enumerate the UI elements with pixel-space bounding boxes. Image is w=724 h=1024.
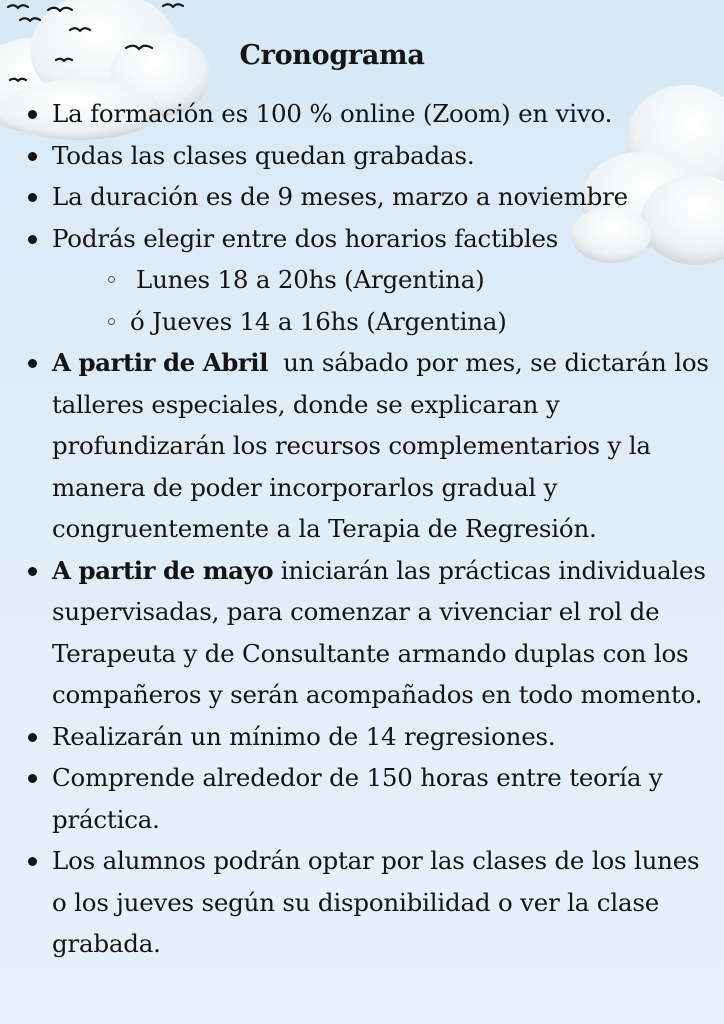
list-item-highlight: A partir de mayo (52, 555, 274, 585)
list-item (24, 757, 714, 840)
list-item (24, 93, 714, 135)
list-item (24, 176, 714, 218)
schedule-options (52, 259, 714, 342)
list-item-text: La duración es de 9 meses, marzo a noviembre (52, 182, 628, 211)
list-item (24, 218, 714, 343)
schedule-list (24, 93, 717, 965)
list-item-text: Los alumnos podrán optar por las clases de los lunes o los jueves según su disponibilidad o ver la clase grabada. (52, 846, 700, 958)
list-item (24, 135, 714, 177)
list-item-text: Realizarán un mínimo de 14 regresiones. (52, 721, 556, 751)
sub-list-item-text: ó Jueves 14 a 16hs (Argentina) (130, 306, 507, 336)
sub-list-item-text: Lunes 18 a 20hs (Argentina) (136, 265, 485, 294)
list-item-highlight: A partir de Abril (52, 348, 268, 377)
list-item (24, 840, 714, 965)
list-item (24, 342, 717, 550)
list-item-text: iniciarán las prácticas individuales supervisadas, para comenzar a vivenciar el rol de Terapeuta y de Consultante armando duplas con los compañeros y serán acompañados en todo momento. (52, 555, 706, 709)
list-item-text: Todas las clases quedan grabadas. (52, 140, 475, 170)
sub-list-item (52, 259, 714, 301)
list-item-text: Podrás elegir entre dos horarios factibles (52, 223, 559, 253)
list-item (24, 550, 714, 716)
sub-list-item (52, 301, 714, 343)
list-item-text: La formación es 100 % online (Zoom) en vivo. (52, 99, 613, 128)
list-item (24, 716, 714, 758)
list-item-text: Comprende alrededor de 150 horas entre teoría y práctica. (52, 763, 663, 834)
list-item-text: un sábado por mes, se dictarán los talleres especiales, donde se explicaran y profundizarán los recursos complementarios y la manera de poder incorporarlos gradual y congruentemente a la Terapia de Regresión. (52, 348, 717, 543)
page-title: Cronograma (239, 40, 425, 71)
